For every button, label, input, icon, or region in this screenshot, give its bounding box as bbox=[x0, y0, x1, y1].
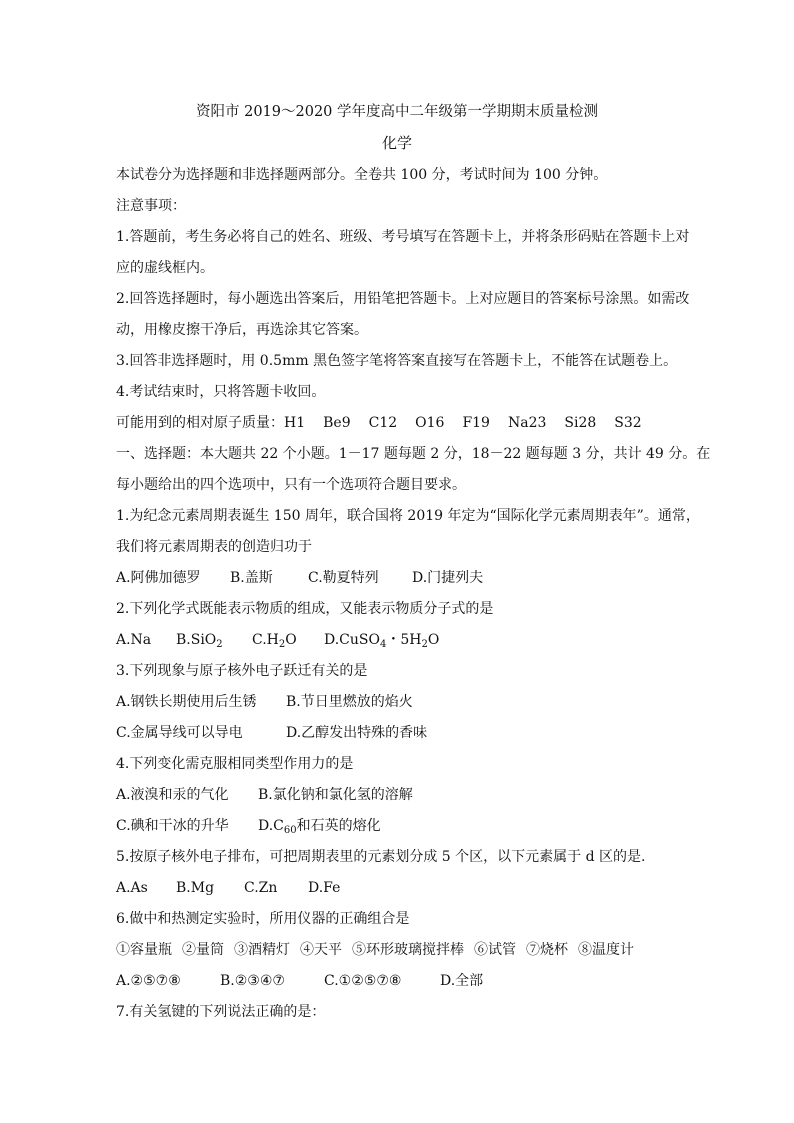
q3-option-b: B.节日里燃放的焰火 bbox=[286, 694, 413, 710]
q3-stem: 3.下列现象与原子核外电子跃迁有关的是 bbox=[116, 663, 368, 679]
q2-option-b: B.SiO$_2$ bbox=[176, 632, 223, 650]
q4-options-row-1 bbox=[116, 785, 686, 805]
q5-option-a: A.As bbox=[116, 880, 148, 896]
q6-instrument: ①容量瓶 bbox=[116, 942, 172, 958]
note-1-line-2: 应的虚线框内。 bbox=[116, 260, 214, 276]
atomic-masses bbox=[116, 413, 686, 433]
atomic-masses-label: 可能用到的相对原子质量： bbox=[116, 415, 284, 431]
q2-options bbox=[116, 630, 686, 655]
q3-option-a: A.钢铁长期使用后生锈 bbox=[116, 694, 257, 710]
atomic-mass-item: Be9 bbox=[323, 415, 351, 431]
q5-options bbox=[116, 878, 686, 898]
section1-line-2: 每小题给出的四个选项中，只有一个选项符合题目要求。 bbox=[116, 477, 466, 493]
q3-option-d: D.乙醇发出特殊的香味 bbox=[286, 725, 428, 741]
atomic-mass-item: Si28 bbox=[564, 415, 597, 431]
q2-option-c: $C.H_2O$ bbox=[252, 632, 297, 650]
q2-option-a: A.Na bbox=[116, 632, 152, 648]
q6-option-a: A.②⑤⑦⑧ bbox=[116, 973, 181, 989]
note-3: 3.回答非选择题时，用 0.5mm 黑色签字笔将答案直接写在答题卡上，不能答在试题卷上。 bbox=[116, 353, 678, 369]
exam-title: 资阳市 2019～2020 学年度高中二年级第一学期期末质量检测 bbox=[195, 104, 599, 120]
q1-stem-line-1: 1.为纪念元素周期表诞生 150 周年，联合国将 2019 年定为“国际化学元素周期表年”。通常， bbox=[116, 508, 700, 524]
subject-title: 化学 bbox=[381, 134, 412, 152]
q1-stem-line-2: 我们将元素周期表的创造归功于 bbox=[116, 539, 312, 555]
q6-options bbox=[116, 971, 686, 991]
atomic-mass-item: O16 bbox=[415, 415, 445, 431]
notes-heading: 注意事项： bbox=[116, 198, 186, 214]
q3-options-row-2 bbox=[116, 723, 686, 743]
q6-option-b: B.②③④⑦ bbox=[220, 973, 285, 989]
note-1-line-1: 1.答题前，考生务必将自己的姓名、班级、考号填写在答题卡上，并将条形码贴在答题卡上对 bbox=[116, 229, 690, 245]
q5-stem: 5.按原子核外电子排布，可把周期表里的元素划分成 5 个区，以下元素属于 d 区的是. bbox=[116, 849, 646, 865]
q4-option-a: A.液溴和汞的气化 bbox=[116, 787, 229, 803]
q6-instrument: ④天平 bbox=[300, 942, 342, 958]
q6-option-c: C.①②⑤⑦⑧ bbox=[324, 973, 402, 989]
q3-options-row-1 bbox=[116, 692, 686, 712]
q6-instrument: ⑥试管 bbox=[474, 942, 516, 958]
q1-options bbox=[116, 568, 686, 588]
q5-option-c: C.Zn bbox=[244, 880, 278, 896]
atomic-mass-item: C12 bbox=[368, 415, 398, 431]
q1-option-d: D.门捷列夫 bbox=[412, 570, 484, 586]
q6-instrument: ⑧温度计 bbox=[578, 942, 634, 958]
intro-text: 本试卷分为选择题和非选择题两部分。全卷共 100 分，考试时间为 100 分钟。 bbox=[116, 167, 608, 183]
section1-line-1: 一、选择题：本大题共 22 个小题。1－17 题每题 2 分，18－22 题每题 3 分，共计 49 分。在 bbox=[116, 446, 711, 462]
atomic-mass-item: Na23 bbox=[507, 415, 547, 431]
note-2-line-1: 2.回答选择题时，每小题选出答案后，用铅笔把答题卡。上对应题目的答案标号涂黑。如需改 bbox=[116, 291, 690, 307]
q4-option-d: $D.C_{60}$和石英的熔化 bbox=[258, 818, 381, 836]
atomic-mass-item: F19 bbox=[462, 415, 490, 431]
note-4: 4.考试结束时，只将答题卡收回。 bbox=[116, 384, 326, 400]
q6-instrument: ⑤环形玻璃搅拌棒 bbox=[352, 942, 464, 958]
q6-instrument: ③酒精灯 bbox=[234, 942, 290, 958]
q6-instruments bbox=[116, 940, 686, 960]
q5-option-b: B.Mg bbox=[176, 880, 215, 896]
q6-instrument: ⑦烧杯 bbox=[526, 942, 568, 958]
q1-option-c: C.勒夏特列 bbox=[308, 570, 379, 586]
q3-option-c: C.金属导线可以导电 bbox=[116, 725, 243, 741]
q5-option-d: D.Fe bbox=[308, 880, 341, 896]
q6-option-d: D.全部 bbox=[440, 973, 484, 989]
q6-instrument: ②量筒 bbox=[182, 942, 224, 958]
q2-option-d: D.CuSO$_4$・$5H_2O$ bbox=[324, 632, 440, 650]
note-2-line-2: 动，用橡皮擦干净后，再选涂其它答案。 bbox=[116, 322, 368, 338]
q4-stem: 4.下列变化需克服相同类型作用力的是 bbox=[116, 756, 354, 772]
q1-option-a: A.阿佛加德罗 bbox=[116, 570, 201, 586]
q2-stem: 2.下列化学式既能表示物质的组成，又能表示物质分子式的是 bbox=[116, 601, 494, 617]
q6-stem: 6.做中和热测定实验时，所用仪器的正确组合是 bbox=[116, 911, 410, 927]
q1-option-b: B.盖斯 bbox=[230, 570, 273, 586]
q4-option-c: C.碘和干冰的升华 bbox=[116, 818, 229, 834]
q7-stem: 7.有关氢键的下列说法正确的是： bbox=[116, 1004, 326, 1020]
atomic-mass-item: S32 bbox=[614, 415, 642, 431]
atomic-mass-item: H1 bbox=[284, 415, 306, 431]
q4-option-b: B.氯化钠和氯化氢的溶解 bbox=[258, 787, 413, 803]
q4-options-row-2 bbox=[116, 816, 686, 841]
